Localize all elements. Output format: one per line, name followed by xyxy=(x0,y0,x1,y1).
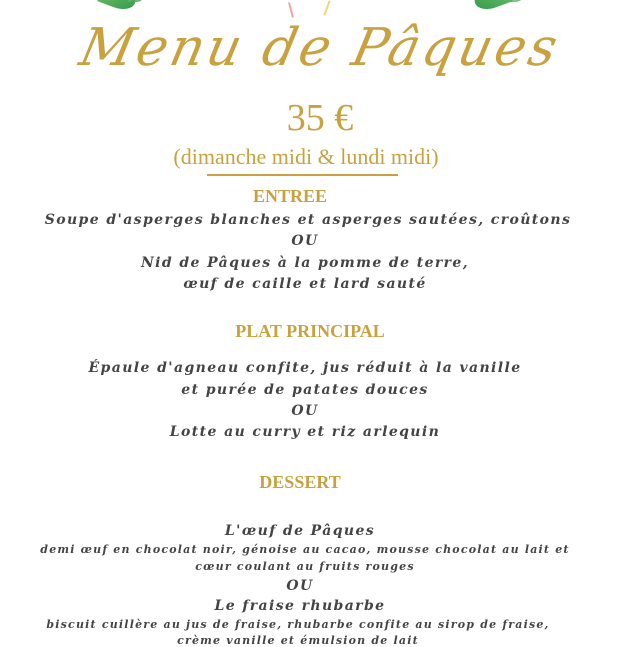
dish-line: et purée de patates douces xyxy=(181,382,429,398)
dish-line: œuf de caille et lard sauté xyxy=(183,276,427,292)
menu-subtitle: (dimanche midi & lundi midi) xyxy=(173,144,439,169)
leaf-icon xyxy=(505,0,523,2)
dessert-title: Le fraise rhubarbe xyxy=(214,598,386,614)
or-separator: OU xyxy=(286,578,314,594)
leaf-icon xyxy=(471,0,512,13)
divider xyxy=(207,174,398,176)
dish-line: Nid de Pâques à la pomme de terre, xyxy=(140,255,470,271)
section-heading-dessert: DESSERT xyxy=(259,472,341,492)
dish-line: Lotte au curry et riz arlequin xyxy=(169,424,441,440)
or-separator: OU xyxy=(291,233,319,249)
dessert-title: L'œuf de Pâques xyxy=(224,523,376,539)
dessert-description: cœur coulant au fruits rouges xyxy=(195,560,415,573)
or-separator: OU xyxy=(291,403,319,419)
section-heading-entree: ENTREE xyxy=(252,186,328,206)
dessert-description: demi œuf en chocolat noir, génoise au cacao, mousse chocolat au lait et xyxy=(40,543,570,556)
dish-line: Épaule d'agneau confite, jus réduit à la vanille xyxy=(88,360,522,376)
dessert-description: biscuit cuillère au jus de fraise, rhubarbe confite au sirop de fraise, xyxy=(46,618,550,631)
menu-title: Menu de Pâques xyxy=(74,18,566,78)
dish-line: Soupe d'asperges blanches et asperges sautées, croûtons xyxy=(44,212,572,228)
menu-price: 35 € xyxy=(286,97,354,139)
dessert-description: crème vanille et émulsion de lait xyxy=(177,634,419,647)
section-heading-plat-principal: PLAT PRINCIPAL xyxy=(235,321,385,341)
leaf-icon xyxy=(128,0,144,2)
leaf-icon xyxy=(97,0,138,13)
